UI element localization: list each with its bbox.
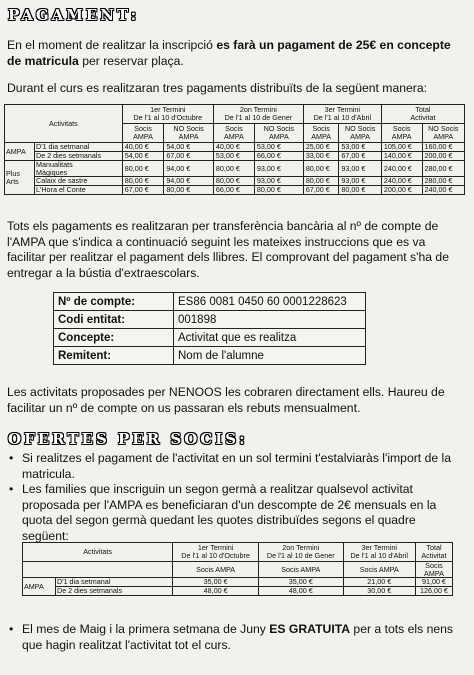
fees-table: [4, 104, 465, 195]
sub-nosocis: NO Socis AMPA: [339, 124, 381, 143]
group-label: Plus Arts: [5, 161, 35, 195]
row-name: De 2 dies setmanals: [35, 152, 123, 161]
paragraph-pagaments: Durant el curs es realitzaran tres pagaments distribuïts de la següent manera:: [7, 81, 428, 95]
cell: 80,00 €: [303, 177, 339, 186]
cell: 67,00 €: [339, 152, 381, 161]
text: En el moment de realitzar la inscripció: [7, 38, 217, 52]
cell: 93,00 €: [254, 177, 303, 186]
cell: 66,00 €: [254, 152, 303, 161]
col-termini-2: 2on Termini De l'1 al 10 de Gener: [213, 105, 303, 124]
cell: 240,00 €: [422, 186, 465, 195]
cell: 93,00 €: [339, 177, 381, 186]
cell: 80,00 €: [122, 161, 164, 177]
value-concepte: Activitat que es realitza: [174, 329, 366, 347]
sub-socis: Socis AMPA: [415, 562, 452, 578]
cell: 80,00 €: [164, 186, 214, 195]
label-concepte: Concepte:: [54, 329, 174, 347]
bullet-icon: •: [9, 451, 14, 465]
cell: 93,00 €: [339, 161, 381, 177]
sub-nosocis: NO Socis AMPA: [422, 124, 465, 143]
cell: 94,00 €: [164, 177, 214, 186]
cell: 67,00 €: [122, 186, 164, 195]
sub-socis: Socis AMPA: [343, 562, 415, 578]
cell: 48,00 €: [258, 587, 343, 596]
row-name: L'Hora el Conte: [35, 186, 123, 195]
sub-socis: Socis AMPA: [258, 562, 343, 578]
col-activitats: Activitats: [23, 543, 173, 562]
cell: 66,00 €: [213, 186, 254, 195]
label-remitent: Remitent:: [54, 347, 174, 365]
cell: 67,00 €: [164, 152, 214, 161]
cell: 80,00 €: [303, 161, 339, 177]
blank: [23, 562, 173, 578]
cell: 53,00 €: [254, 143, 303, 152]
cell: 33,00 €: [303, 152, 339, 161]
row-name: D'1 dia setmanal: [56, 578, 173, 587]
cell: 200,00 €: [381, 186, 422, 195]
cell: 53,00 €: [213, 152, 254, 161]
bullet-item: [9, 622, 460, 653]
cell: 80,00 €: [213, 177, 254, 186]
sub-socis: Socis AMPA: [303, 124, 339, 143]
cell: 80,00 €: [339, 186, 381, 195]
account-table: [53, 292, 366, 365]
paragraph-nenoos: Les activitats proposades per NENOOS les cobraren directament ells. Haureu de facilitar un nº de compte on us passaran els rebuts mensualment.: [7, 385, 445, 415]
cell: 30,00 €: [343, 587, 415, 596]
cell: 35,00 €: [173, 578, 259, 587]
row-name: Calaix de sastre: [35, 177, 123, 186]
label-compte: Nº de compte:: [54, 293, 174, 311]
col-termini-1: 1er Termini De l'1 al 10 d'Octubre: [122, 105, 213, 124]
text: El mes de Maig i la primera setmana de Juny: [22, 622, 270, 636]
row-name: De 2 dies setmanals: [56, 587, 173, 596]
cell: 91,00 €: [415, 578, 452, 587]
sub-socis: Socis AMPA: [122, 124, 164, 143]
cell: 105,00 €: [381, 143, 422, 152]
cell: 94,00 €: [164, 161, 214, 177]
cell: 126,00 €: [415, 587, 452, 596]
col-activitats: Activitats: [5, 105, 123, 143]
cell: 80,00 €: [122, 177, 164, 186]
value-remitent: Nom de l'alumne: [174, 347, 366, 365]
cell: 40,00 €: [122, 143, 164, 152]
value-compte: ES86 0081 0450 60 0001228623: [174, 293, 366, 311]
sub-socis: Socis AMPA: [381, 124, 422, 143]
paragraph-matricula: [7, 38, 465, 69]
sub-socis: Socis AMPA: [173, 562, 259, 578]
cell: 93,00 €: [254, 161, 303, 177]
col-termini-1: 1er Termini De l'1 al 10 d'Octubre: [173, 543, 259, 562]
cell: 240,00 €: [381, 161, 422, 177]
cell: 80,00 €: [254, 186, 303, 195]
row-name: D'1 dia setmanal: [35, 143, 123, 152]
cell: 35,00 €: [258, 578, 343, 587]
cell: 40,00 €: [213, 143, 254, 152]
col-total: Total Activitat: [415, 543, 452, 562]
text: per a tots els nens que hagin realitzat l'activitat tot el curs.: [22, 622, 454, 652]
cell: 48,00 €: [173, 587, 259, 596]
cell: 280,00 €: [422, 161, 465, 177]
cell: 200,00 €: [422, 152, 465, 161]
sub-socis: Socis AMPA: [213, 124, 254, 143]
value-entitat: 001898: [174, 311, 366, 329]
cell: 280,00 €: [422, 177, 465, 186]
group-label: AMPA: [5, 143, 35, 161]
cell: 240,00 €: [381, 177, 422, 186]
text: per reservar plaça.: [78, 53, 184, 68]
cell: 53,00 €: [339, 143, 381, 152]
cell: 140,00 €: [381, 152, 422, 161]
cell: 54,00 €: [164, 143, 214, 152]
bullet-icon: •: [9, 622, 14, 636]
sub-nosocis: NO Socis AMPA: [254, 124, 303, 143]
label-entitat: Codi entitat:: [54, 311, 174, 329]
text: Les families que inscriguin un segon germà a realitzar qualsevol activitat proposada per l'AMPA es beneficiaran d'un descompte de 2€ mensuals en la quota del segon germà quedant les quotes distribuïdes segons el quadre següent:: [22, 482, 437, 543]
cell: 67,00 €: [303, 186, 339, 195]
col-total: Total Activitat: [381, 105, 464, 124]
row-name: Manualitats Màgiques: [35, 161, 123, 177]
heading-ofertes: OFERTES PER SOCIS:: [8, 430, 248, 448]
bullet-item: [9, 451, 460, 482]
group-label: AMPA: [23, 578, 56, 596]
text-bold: ES GRATUITA: [269, 622, 351, 636]
bullet-item: [9, 482, 460, 544]
cell: 80,00 €: [213, 161, 254, 177]
bullet-icon: •: [9, 482, 14, 496]
col-termini-3: 3er Termini De l'1 al 10 d'Abril: [303, 105, 381, 124]
heading-pagament: PAGAMENT:: [8, 6, 140, 24]
discount-table: [22, 542, 453, 596]
cell: 54,00 €: [122, 152, 164, 161]
cell: 21,00 €: [343, 578, 415, 587]
cell: 160,00 €: [422, 143, 465, 152]
cell: 25,00 €: [303, 143, 339, 152]
col-termini-3: 3er Termini De l'1 al 10 d'Abril: [343, 543, 415, 562]
text-bold: es farà un pagament de 25€ en concepte de matricula: [7, 38, 451, 68]
text: Si realitzes el pagament de l'activitat en un sol termini t'estalviaràs l'import de la matricula.: [22, 451, 452, 481]
col-termini-2: 2on Termini De l'1 al 10 de Gener: [258, 543, 343, 562]
paragraph-transferencia: Tots els pagaments es realitzaran per transferència bancària al nº de compte de l'AMPA que s'indica a continuació seguint les mateixes instruccions que es va facilitar per realitzar el pagament dels llibres. El comprovant del pagament s'ha de entregar a la bústia d'extraescolars.: [7, 219, 449, 280]
sub-nosocis: NO Socis AMPA: [164, 124, 214, 143]
